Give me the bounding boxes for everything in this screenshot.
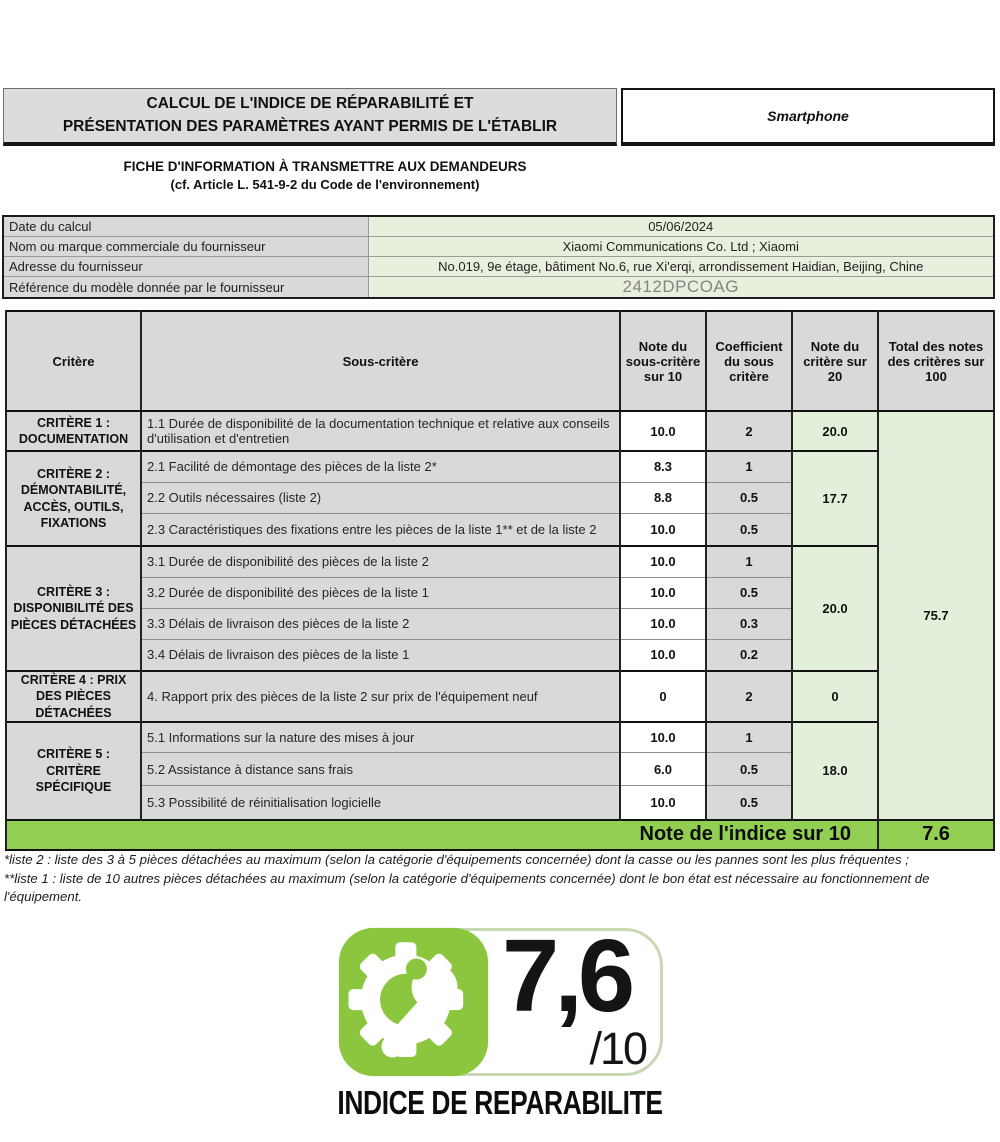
col-header-critere: Critère	[6, 311, 141, 411]
badge-caption: INDICE DE REPARABILITE	[337, 1084, 663, 1121]
product-type-box	[621, 88, 995, 146]
criterion-1-label: CRITÈRE 1 : DOCUMENTATION	[6, 411, 141, 451]
gear-wrench-icon	[337, 926, 490, 1078]
index-score-row	[6, 820, 994, 850]
criterion-4-label: CRITÈRE 4 : PRIX DES PIÈCES DÉTACHÉES	[6, 671, 141, 722]
subcriterion-5-3-coef: 0.5	[706, 786, 792, 820]
info-label-brand: Nom ou marque commerciale du fournisseur	[3, 237, 368, 257]
col-header-total100: Total des notes des critères sur 100	[878, 311, 994, 411]
subcriterion-5-1-coef: 1	[706, 722, 792, 753]
subcriterion-4-coef: 2	[706, 671, 792, 722]
table-row	[6, 722, 994, 753]
info-row-date	[3, 216, 994, 237]
subcriterion-3-2-coef: 0.5	[706, 577, 792, 608]
badge-score: 7,6	[502, 918, 631, 1033]
subcriterion-3-3-coef: 0.3	[706, 608, 792, 639]
subcriterion-1-1-note10: 10.0	[620, 411, 706, 451]
subcriterion-5-3-note10: 10.0	[620, 786, 706, 820]
info-label-date: Date du calcul	[3, 216, 368, 237]
criterion-5-note20: 18.0	[792, 722, 878, 820]
index-score-value: 7.6	[878, 820, 994, 850]
subcriterion-3-4-note10: 10.0	[620, 639, 706, 671]
document-title-line1: CALCUL DE L'INDICE DE RÉPARABILITÉ ET	[146, 95, 474, 113]
subcriterion-1-1-coef: 2	[706, 411, 792, 451]
info-label-model-ref: Référence du modèle donnée par le fournisseur	[3, 277, 368, 299]
subcriterion-5-1-note10: 10.0	[620, 722, 706, 753]
col-header-coefficient: Coefficient du sous critère	[706, 311, 792, 411]
info-value-date: 05/06/2024	[368, 216, 994, 237]
badge-score-denominator: /10	[589, 1023, 646, 1074]
subcriterion-5-2-coef: 0.5	[706, 753, 792, 786]
subcriterion-2-1-coef: 1	[706, 451, 792, 482]
subcriterion-5-2-note10: 6.0	[620, 753, 706, 786]
info-row-model-ref	[3, 277, 994, 299]
subcriterion-3-4: 3.4 Délais de livraison des pièces de la liste 1	[141, 639, 620, 671]
document-subtitle	[0, 159, 650, 192]
subtitle-line1: FICHE D'INFORMATION À TRANSMETTRE AUX DEMANDEURS	[123, 159, 527, 174]
footnote-liste1: **liste 1 : liste de 10 autres pièces détachées au maximum (selon la catégorie d'équipements concernée) dont le bon état est nécessaire au fonctionnement de l'équipement.	[4, 870, 930, 905]
criterion-2-note20: 17.7	[792, 451, 878, 546]
criteria-table	[5, 310, 995, 851]
subcriterion-3-1: 3.1 Durée de disponibilité des pièces de la liste 2	[141, 546, 620, 577]
subcriterion-3-2-note10: 10.0	[620, 577, 706, 608]
criterion-4-note20: 0	[792, 671, 878, 722]
footnote-liste2: *liste 2 : liste des 3 à 5 pièces détachées au maximum (selon la catégorie d'équipements concernée) dont la casse ou les pannes sont les plus fréquentes ;	[4, 852, 909, 867]
document-header	[3, 88, 995, 146]
subcriterion-2-2-coef: 0.5	[706, 482, 792, 513]
info-row-brand	[3, 237, 994, 257]
subcriterion-5-1: 5.1 Informations sur la nature des mises à jour	[141, 722, 620, 753]
criterion-3-label: CRITÈRE 3 : DISPONIBILITÉ DES PIÈCES DÉTACHÉES	[6, 546, 141, 671]
supplier-info-table	[2, 215, 995, 299]
subcriterion-3-3: 3.3 Délais de livraison des pièces de la liste 2	[141, 608, 620, 639]
subcriterion-4-note10: 0	[620, 671, 706, 722]
criterion-3-note20: 20.0	[792, 546, 878, 671]
total-notes-100: 75.7	[878, 411, 994, 820]
subcriterion-3-1-coef: 1	[706, 546, 792, 577]
subcriterion-2-3: 2.3 Caractéristiques des fixations entre les pièces de la liste 1** et de la liste 2	[141, 513, 620, 546]
subcriterion-2-2: 2.2 Outils nécessaires (liste 2)	[141, 482, 620, 513]
subcriterion-3-1-note10: 10.0	[620, 546, 706, 577]
col-header-note10: Note du sous-critère sur 10	[620, 311, 706, 411]
subcriterion-1-1: 1.1 Durée de disponibilité de la documentation technique et relative aux conseils d'utilisation et d'entretien	[141, 411, 620, 451]
criterion-2-label: CRITÈRE 2 : DÉMONTABILITÉ, ACCÈS, OUTILS, FIXATIONS	[6, 451, 141, 546]
subcriterion-2-1: 2.1 Facilité de démontage des pièces de la liste 2*	[141, 451, 620, 482]
subcriterion-3-2: 3.2 Durée de disponibilité des pièces de la liste 1	[141, 577, 620, 608]
footnotes	[4, 851, 992, 907]
table-row	[6, 451, 994, 482]
subcriterion-5-3: 5.3 Possibilité de réinitialisation logicielle	[141, 786, 620, 820]
criteria-table-header-row	[6, 311, 994, 411]
product-type-label: Smartphone	[767, 108, 849, 124]
criterion-1-note20: 20.0	[792, 411, 878, 451]
subcriterion-2-3-note10: 10.0	[620, 513, 706, 546]
table-row	[6, 671, 994, 722]
col-header-note20: Note du critère sur 20	[792, 311, 878, 411]
subcriterion-2-3-coef: 0.5	[706, 513, 792, 546]
subcriterion-2-1-note10: 8.3	[620, 451, 706, 482]
badge-row	[337, 918, 663, 1078]
subcriterion-3-3-note10: 10.0	[620, 608, 706, 639]
repairability-badge	[0, 918, 1000, 1122]
col-header-sous-critere: Sous-critère	[141, 311, 620, 411]
document-title-line2: PRÉSENTATION DES PARAMÈTRES AYANT PERMIS DE L'ÉTABLIR	[62, 117, 558, 135]
subtitle-line2: (cf. Article L. 541-9-2 du Code de l'environnement)	[170, 177, 480, 192]
info-value-model-ref: 2412DPCOAG	[368, 277, 994, 299]
info-value-brand: Xiaomi Communications Co. Ltd ; Xiaomi	[368, 237, 994, 257]
index-score-label: Note de l'indice sur 10	[6, 820, 878, 850]
subcriterion-4: 4. Rapport prix des pièces de la liste 2 sur prix de l'équipement neuf	[141, 671, 620, 722]
subcriterion-3-4-coef: 0.2	[706, 639, 792, 671]
subcriterion-2-2-note10: 8.8	[620, 482, 706, 513]
document-title-box	[3, 88, 617, 146]
info-row-address	[3, 257, 994, 277]
info-value-address: No.019, 9e étage, bâtiment No.6, rue Xi'erqi, arrondissement Haidian, Beijing, Chine	[368, 257, 994, 277]
table-row	[6, 546, 994, 577]
info-label-address: Adresse du fournisseur	[3, 257, 368, 277]
subcriterion-5-2: 5.2 Assistance à distance sans frais	[141, 753, 620, 786]
table-row	[6, 411, 994, 451]
criterion-5-label: CRITÈRE 5 : CRITÈRE SPÉCIFIQUE	[6, 722, 141, 820]
